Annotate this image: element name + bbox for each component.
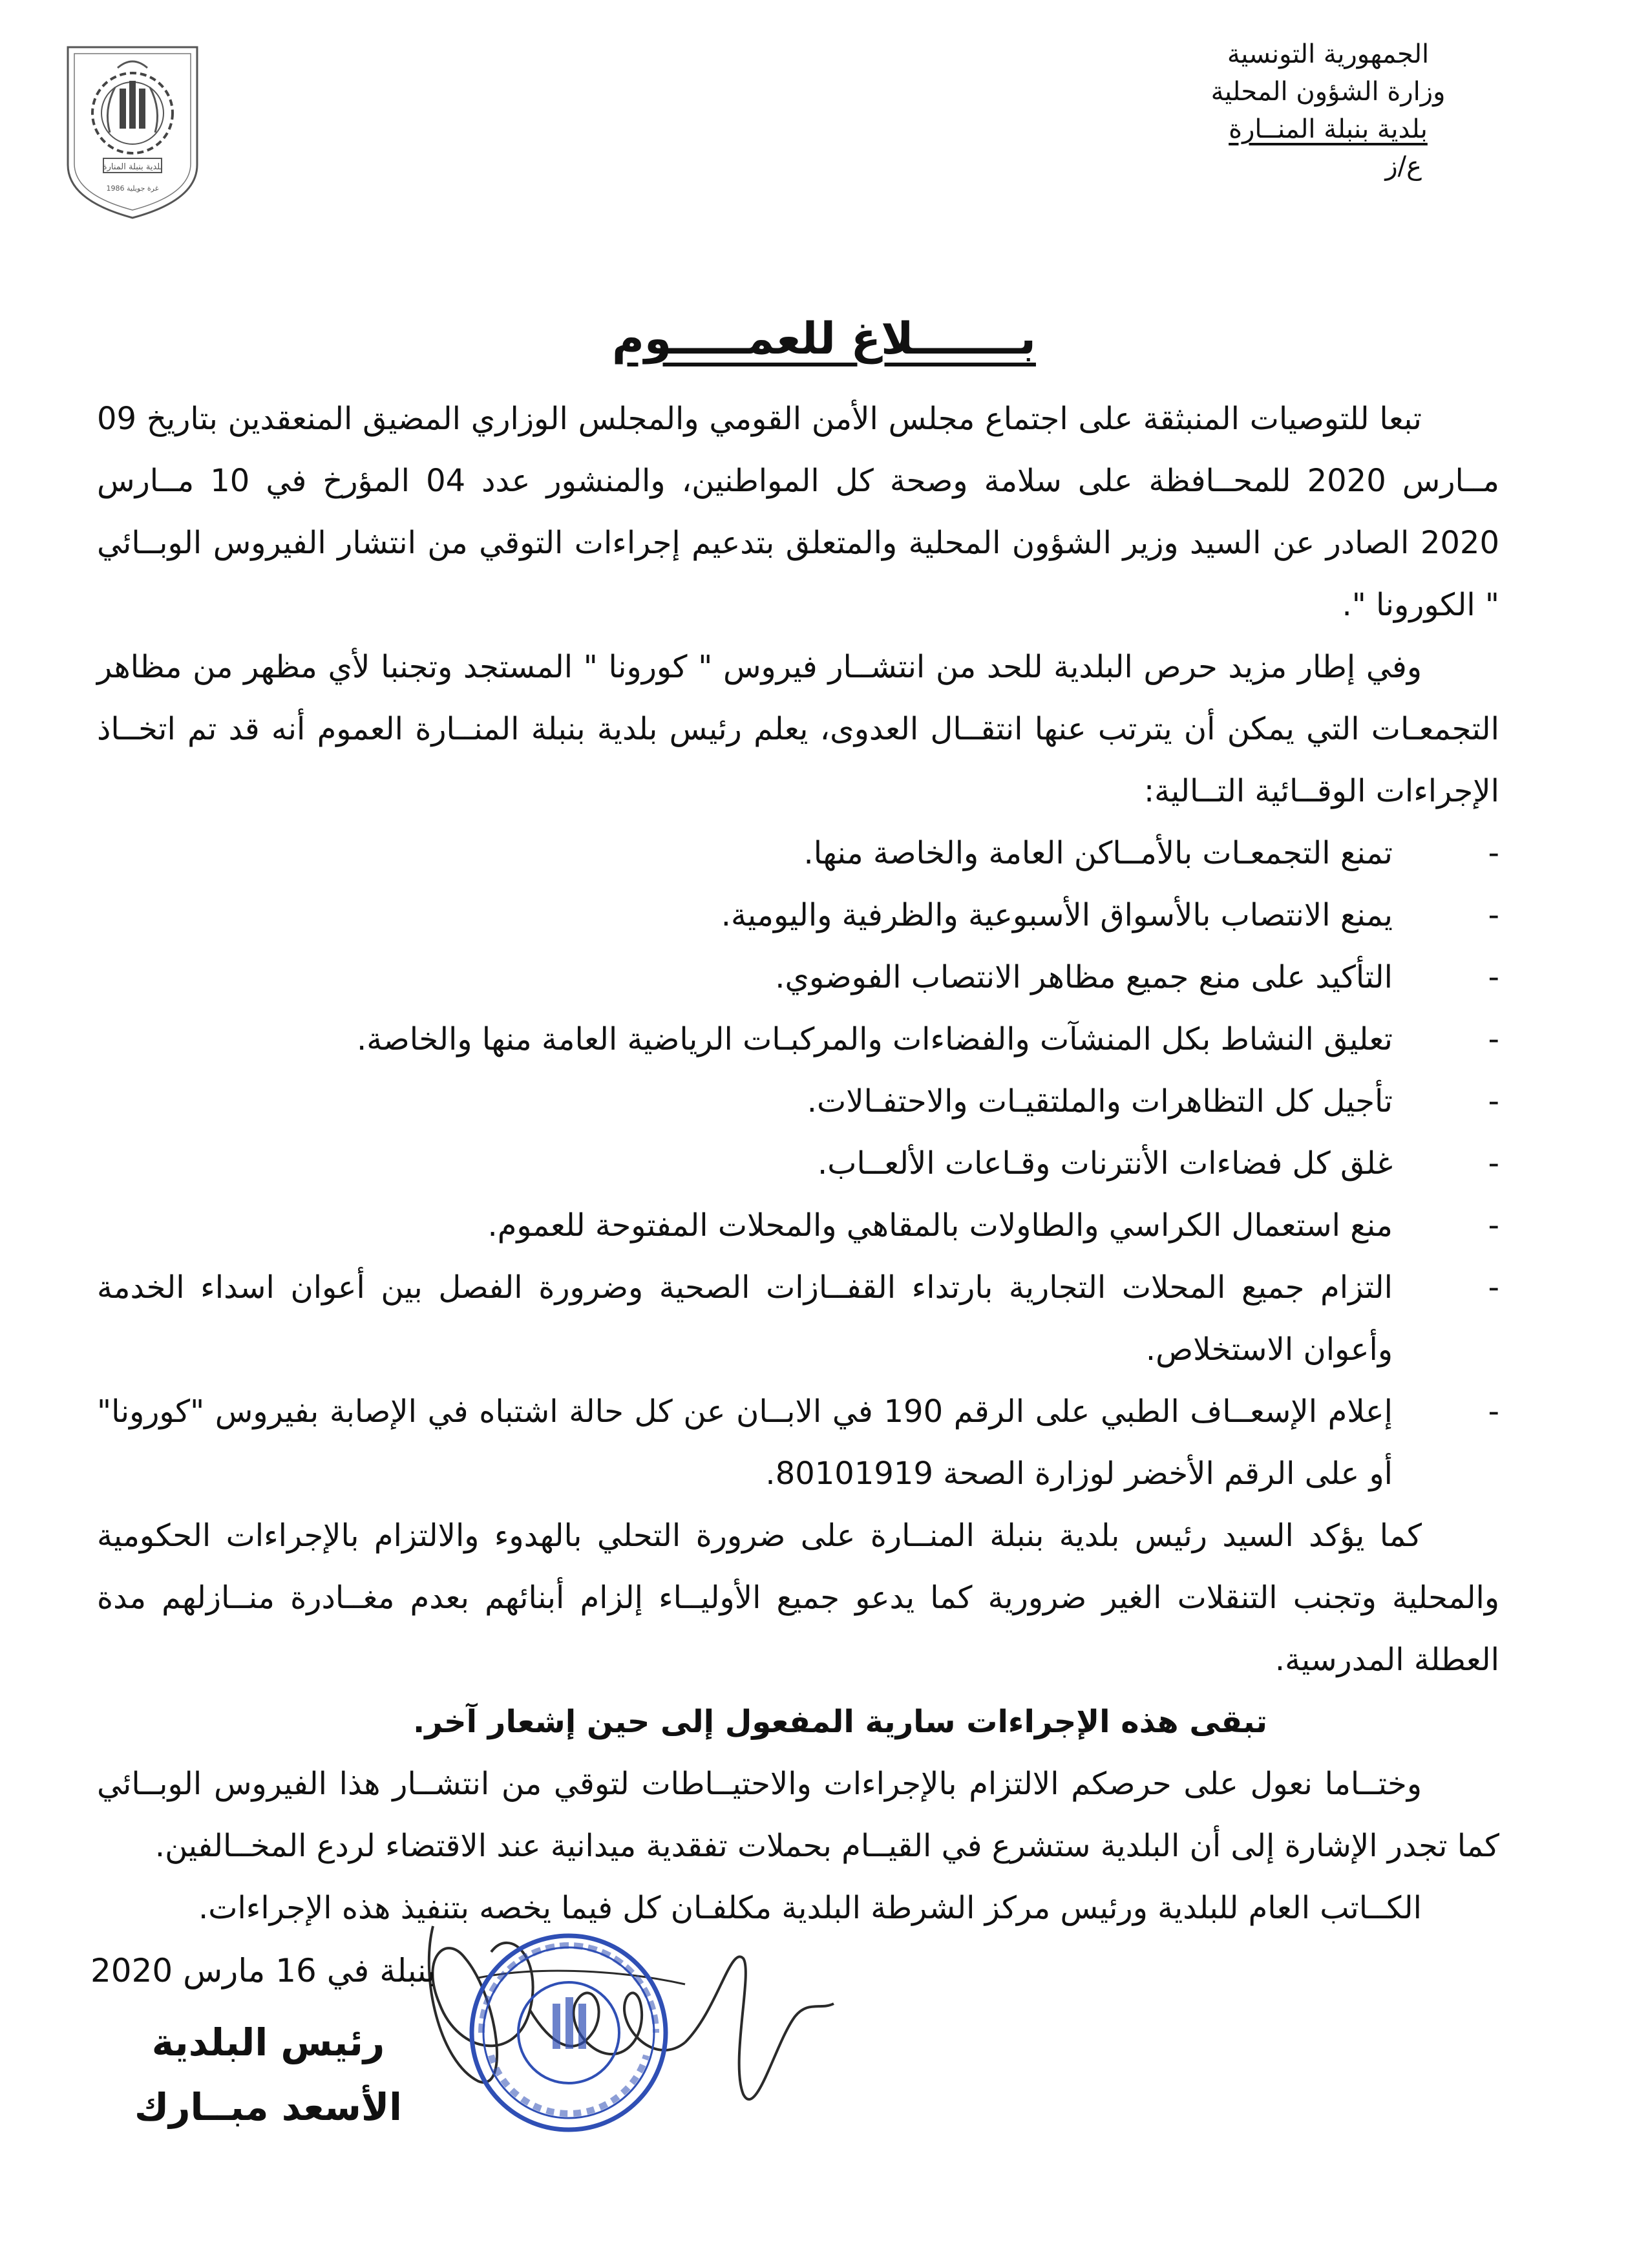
republic-name: الجمهورية التونسية bbox=[1227, 39, 1430, 69]
bullet-dash: - bbox=[1488, 1145, 1499, 1182]
bullet-dash: - bbox=[1488, 1269, 1499, 1306]
list-item bbox=[97, 822, 1499, 884]
paragraph-closing: وختــاما نعول على حرصكم الالتزام بالإجراءات والاحتيــاطات لتوقي من انتشــار هذا الفيروس الوبــائي كما تجدر الإشارة إلى أن البلدية ستشرع في القيــام بحملات تفقدية ميدانية عند الاقتضاء لردع المخــالفين. bbox=[97, 1766, 1499, 1864]
measure-text: منع استعمال الكراسي والطاولات بالمقاهي والمحلات المفتوحة للعموم. bbox=[487, 1207, 1393, 1244]
announcement-body bbox=[97, 388, 1499, 1939]
measure-text: إعلام الإسعــاف الطبي على الرقم 190 في الابــان عن كل حالة اشتباه في الإصابة بفيروس "كورونا" أو على الرقم الأخضر لوزارة الصحة 80101919. bbox=[97, 1394, 1393, 1492]
list-item bbox=[97, 1194, 1499, 1256]
logo-year: غرة جويلية 1986 bbox=[106, 184, 159, 193]
list-item bbox=[97, 946, 1499, 1008]
bullet-dash: - bbox=[1488, 897, 1499, 933]
measure-text: التأكيد على منع جميع مظاهر الانتصاب الفوضوي. bbox=[775, 959, 1393, 995]
signatory-title: رئيس البلدية bbox=[151, 2020, 385, 2064]
signatory-block bbox=[120, 2010, 417, 2139]
paragraph-context: وفي إطار مزيد حرص البلدية للحد من انتشــار فيروس " كورونا " المستجد وتجنبا لأي مظهر من مظاهر التجمعـات التي يمكن أن يترتب عنها انتقــال العدوى، يعلم رئيس بلدية بنبلة المنــارة العموم أنه قد تم اتخــاذ الإجراءات الوقــائية التــالية: bbox=[97, 649, 1499, 809]
municipality-emblem-icon bbox=[58, 36, 207, 223]
signing-date: بنبلة في 16 مارس 2020 bbox=[90, 1952, 436, 1989]
measure-text: التزام جميع المحلات التجارية بارتداء القفــازات الصحية وضرورة الفصل بين أعوان اسداء الخدمة وأعوان الاستخلاص. bbox=[97, 1269, 1393, 1368]
bullet-dash: - bbox=[1488, 959, 1499, 995]
bullet-dash: - bbox=[1488, 1394, 1499, 1430]
measure-text: تمنع التجمعـات بالأمــاكن العامة والخاصة منها. bbox=[803, 835, 1393, 871]
bullet-dash: - bbox=[1488, 1021, 1499, 1057]
list-item bbox=[97, 1132, 1499, 1194]
municipality-logo bbox=[58, 36, 207, 223]
measure-text: تعليق النشاط بكل المنشآت والفضاءات والمركبـات الرياضية العامة منها والخاصة. bbox=[357, 1021, 1393, 1057]
signatory-name: الأسعد مبــارك bbox=[134, 2085, 403, 2129]
list-item bbox=[97, 1070, 1499, 1132]
letterhead bbox=[1147, 36, 1509, 184]
ministry-name: وزارة الشؤون المحلية bbox=[1210, 77, 1446, 107]
measures-list bbox=[97, 822, 1499, 1505]
measure-text: غلق كل فضاءات الأنترنات وقـاعات الألعــاب. bbox=[818, 1145, 1393, 1182]
bullet-dash: - bbox=[1488, 835, 1499, 871]
list-item bbox=[97, 1381, 1499, 1505]
list-item bbox=[97, 884, 1499, 946]
list-item bbox=[97, 1256, 1499, 1381]
validity-notice: تبقى هذه الإجراءات سارية المفعول إلى حين إشعار آخر. bbox=[412, 1704, 1268, 1740]
municipality-name: بلدية بنبلة المنــارة bbox=[1229, 114, 1428, 144]
paragraph-assignment: الكــاتب العام للبلدية ورئيس مركز الشرطة البلدية مكلفـان كل فيما يخصه بتنفيذ هذه الإجراءات. bbox=[198, 1890, 1422, 1926]
logo-motto: بلدية بنبلة المنارة bbox=[102, 162, 163, 172]
paragraph-intro: تبعا للتوصيات المنبثقة على اجتماع مجلس الأمن القومي والمجلس الوزاري المضيق المنعقدين بتاريخ 09 مــارس 2020 للمحــافظة على سلامة وصحة كل المواطنين، والمنشور عدد 04 المؤرخ في 10 مــارس 2020 الصادر عن السيد وزير الشؤون المحلية والمتعلق بتدعيم إجراءات التوقي من انتشار الفيروس الوبــائي " الكورونا ". bbox=[97, 401, 1499, 623]
bullet-dash: - bbox=[1488, 1083, 1499, 1119]
bullet-dash: - bbox=[1488, 1207, 1499, 1244]
official-stamp bbox=[462, 1926, 675, 2139]
announcement-title: بـــــــلاغ للعمـــــوم bbox=[612, 313, 1036, 365]
paragraph-mayor-call: كما يؤكد السيد رئيس بلدية بنبلة المنــارة على ضرورة التحلي بالهدوء والالتزام بالإجراءات الحكومية والمحلية وتجنب التنقلات الغير ضرورية كما يدعو جميع الأوليــاء إلزام أبنائهم بعدم مغــادرة منــازلهم مدة العطلة المدرسية. bbox=[97, 1518, 1499, 1678]
list-item bbox=[97, 1008, 1499, 1070]
measure-text: يمنع الانتصاب بالأسواق الأسبوعية والظرفية واليومية. bbox=[721, 897, 1393, 933]
reference-code: ع/ز bbox=[1385, 151, 1422, 181]
announcement-title-block bbox=[0, 313, 1648, 365]
measure-text: تأجيل كل التظاهرات والملتقيـات والاحتفـالات. bbox=[807, 1083, 1393, 1119]
